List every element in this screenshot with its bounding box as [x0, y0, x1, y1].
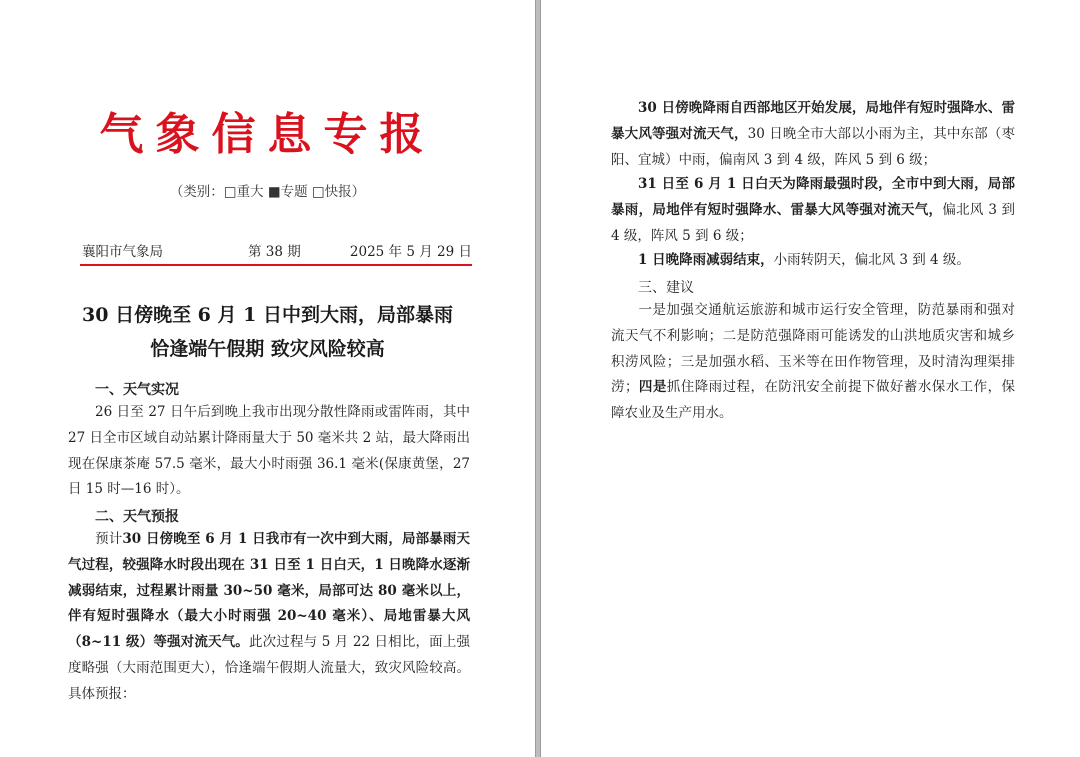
advice-paragraph [611, 298, 1015, 427]
document-title-line-2: 恰逢端午假期 致灾风险较高 [150, 338, 385, 360]
document-title-line-1: 30 日傍晚至 6 月 1 日中到大雨，局部暴雨 [82, 304, 453, 326]
observation-text: 26 日至 27 日午后到晚上我市出现分散性降雨或雷阵雨，其中 27 日全市区域自动站累计降雨量大于 50 毫米共 2 站，最大降雨出现在保康茶庵 57.5 毫米，最大小时雨强 36.1 毫米(保康黄堡，27 日 15 时—16 时）。 [68, 404, 470, 498]
issue-number: 第 38 期 [248, 244, 301, 260]
section-heading-forecast: 二、天气预报 [95, 509, 179, 525]
forecast-lead: 预计 [95, 531, 123, 547]
forecast-31st-text: 偏北风 3 到 4 级，阵风 5 到 6 级； [611, 201, 1016, 244]
masthead-title: 气象信息专报 [99, 109, 436, 160]
forecast-1st-key: 1 日晚降雨减弱结束， [638, 252, 774, 268]
section-heading-advice: 三、建议 [638, 280, 694, 296]
observation-paragraph [68, 400, 470, 503]
document-page-right [541, 0, 1080, 757]
forecast-key-text: 30 日傍晚至 6 月 1 日我市有一次中到大雨，局部暴雨天气过程，较强降水时段出现在 31 日至 1 日白天，1 日晚降水逐渐减弱结束，过程累计雨量 30~50 毫米，局部可达 80 毫米以上，伴有短时强降水（最大小时雨强 20~40 毫米）、局地雷暴大风（8~11 级）等强对流天气。 [68, 531, 471, 651]
section-heading-observation: 一、天气实况 [95, 382, 179, 398]
category-line: （类别：□重大 ■专题 □快报） [169, 184, 366, 200]
issuer-name: 襄阳市气象局 [82, 244, 163, 260]
advice-key-4: 四是 [638, 379, 667, 396]
advice-text-1: 一是加强交通航运旅游和城市运行安全管理，防范暴雨和强对流天气不利影响；二是防范强降雨可能诱发的山洪地质灾害和城乡积涝风险；三是加强水稻、玉米等在田作物管理，及时清沟理渠排涝； [611, 302, 1015, 396]
document-page-left [0, 0, 535, 757]
advice-text-2: 抓住降雨过程，在防汛安全前提下做好蓄水保水工作，保障农业及生产用水。 [611, 379, 1016, 422]
forecast-detail-30th [611, 96, 1015, 173]
forecast-tail: 此次过程与 5 月 22 日相比，面上强度略强（大雨范围更大），恰逢端午假期人流量大，致灾风险较高。具体预报： [68, 634, 470, 702]
forecast-detail-1st [611, 248, 1015, 274]
forecast-detail-31st [611, 172, 1015, 249]
issue-date: 2025 年 5 月 29 日 [349, 244, 472, 260]
forecast-paragraph [68, 527, 470, 708]
forecast-30th-key: 30 日傍晚降雨自西部地区开始发展，局地伴有短时强降水、雷暴大风等强对流天气， [611, 100, 1015, 142]
forecast-1st-text: 小雨转阴天，偏北风 3 到 4 级。 [773, 252, 970, 268]
red-divider [80, 264, 472, 266]
forecast-31st-key: 31 日至 6 月 1 日白天为降雨最强时段，全市中到大雨，局部暴雨，局地伴有短时强降水、雷暴大风等强对流天气， [611, 176, 1015, 218]
forecast-30th-text: 30 日晚全市大部以小雨为主，其中东部（枣阳、宜城）中雨，偏南风 3 到 4 级，阵风 5 到 6 级； [611, 125, 1015, 168]
